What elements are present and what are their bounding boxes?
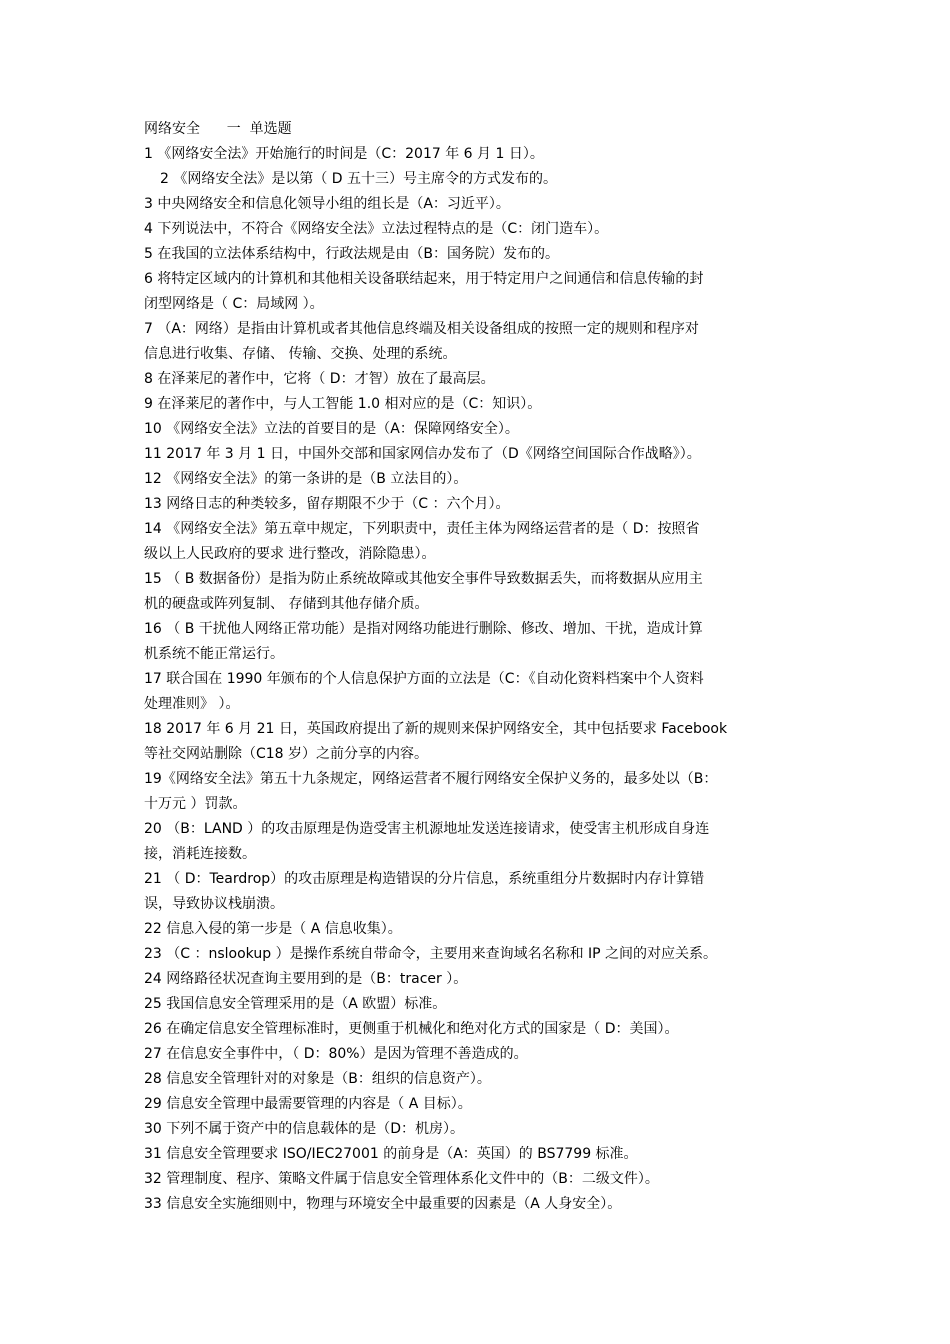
question-item [144,1092,808,1117]
question-line: 十万元 ）罚款。 [144,796,247,812]
question-line: 级以上人民政府的要求 进行整改，消除隐患）。 [144,546,436,562]
question-line: 20 （B：LAND ）的攻击原理是伪造受害主机源地址发送连接请求，使受害主机形成自身连 [144,821,710,837]
question-line: 33 信息安全实施细则中，物理与环境安全中最重要的因素是（A 人身安全）。 [144,1196,622,1212]
question-line: 1 《网络安全法》开始施行的时间是（C：2017 年 6 月 1 日）。 [144,146,544,162]
question-item [144,242,808,267]
question-item [144,1142,808,1167]
question-line: 29 信息安全管理中最需要管理的内容是（ A 目标）。 [144,1096,472,1112]
question-line: 30 下列不属于资产中的信息载体的是（D：机房）。 [144,1121,465,1137]
question-line: 28 信息安全管理针对的对象是（B：组织的信息资产）。 [144,1071,491,1087]
question-item [144,992,808,1017]
question-item [144,217,808,242]
document-title: 网络安全 一 单选题 [144,121,292,137]
question-item [144,517,808,567]
question-line: 2 《网络安全法》是以第（ D 五十三）号主席令的方式发布的。 [160,171,558,187]
question-item [144,617,808,667]
question-line: 12 《网络安全法》的第一条讲的是（B 立法目的）。 [144,471,468,487]
question-line: 4 下列说法中，不符合《网络安全法》立法过程特点的是（C：闭门造车）。 [144,221,609,237]
document-body [144,117,808,1217]
question-line: 18 2017 年 6 月 21 日，英国政府提出了新的规则来保护网络安全，其中包括要求 Facebook [144,721,728,737]
question-line: 误，导致协议栈崩溃。 [144,896,284,912]
question-line: 5 在我国的立法体系结构中，行政法规是由（B：国务院）发布的。 [144,246,559,262]
question-item [144,1017,808,1042]
question-item [144,1192,808,1217]
question-line: 等社交网站删除（C18 岁）之前分享的内容。 [144,746,429,762]
question-item [144,367,808,392]
question-item [144,1167,808,1192]
question-line: 处理准则》 ）。 [144,696,240,712]
question-item [144,442,808,467]
question-item [144,467,808,492]
question-line: 11 2017 年 3 月 1 日，中国外交部和国家网信办发布了（D《网络空间国际合作战略》）。 [144,446,701,462]
question-item [144,942,808,967]
question-line: 13 网络日志的种类较多，留存期限不少于（C ：六个月）。 [144,496,510,512]
question-item [144,192,808,217]
question-line: 8 在泽莱尼的著作中，它将（ D：才智）放在了最高层。 [144,371,495,387]
question-item [144,967,808,992]
question-line: 19《网络安全法》第五十九条规定，网络运营者不履行网络安全保护义务的，最多处以（B： [144,771,718,787]
question-item [144,142,808,167]
question-item [144,417,808,442]
question-line: 32 管理制度、程序、策略文件属于信息安全管理体系化文件中的（B：二级文件）。 [144,1171,659,1187]
question-line: 信息进行收集、存储、 传输、交换、处理的系统。 [144,346,457,362]
question-item [144,167,808,192]
question-list [144,142,808,1217]
question-item [144,817,808,867]
question-line: 10 《网络安全法》立法的首要目的是（A：保障网络安全）。 [144,421,519,437]
question-line: 25 我国信息安全管理采用的是（A 欧盟）标准。 [144,996,447,1012]
question-line: 6 将特定区域内的计算机和其他相关设备联结起来，用于特定用户之间通信和信息传输的封 [144,271,704,287]
question-item [144,667,808,717]
question-line: 15 （ B 数据备份）是指为防止系统故障或其他安全事件导致数据丢失，而将数据从应用主 [144,571,703,587]
question-line: 17 联合国在 1990 年颁布的个人信息保护方面的立法是（C：《自动化资料档案中个人资料 [144,671,704,687]
question-line: 14 《网络安全法》第五章中规定，下列职责中，责任主体为网络运营者的是（ D：按照省 [144,521,700,537]
question-line: 机系统不能正常运行。 [144,646,284,662]
question-item [144,1042,808,1067]
question-line: 23 （C ：nslookup ）是操作系统自带命令，主要用来查询域名名称和 IP 之间的对应关系。 [144,946,718,962]
question-line: 机的硬盘或阵列复制、 存储到其他存储介质。 [144,596,429,612]
question-item [144,392,808,417]
question-line: 31 信息安全管理要求 ISO/IEC27001 的前身是（A：英国）的 BS7799 标准。 [144,1146,638,1162]
question-line: 闭型网络是（ C：局域网 ）。 [144,296,324,312]
question-item [144,767,808,817]
question-item [144,1067,808,1092]
question-item [144,317,808,367]
question-item [144,267,808,317]
question-line: 3 中央网络安全和信息化领导小组的组长是（A：习近平）。 [144,196,510,212]
question-item [144,1117,808,1142]
question-item [144,867,808,917]
question-item [144,567,808,617]
question-line: 26 在确定信息安全管理标准时，更侧重于机械化和绝对化方式的国家是（ D：美国）。 [144,1021,679,1037]
question-line: 21 （ D：Teardrop）的攻击原理是构造错误的分片信息，系统重组分片数据时内存计算错 [144,871,705,887]
question-item [144,717,808,767]
question-item [144,917,808,942]
question-line: 24 网络路径状况查询主要用到的是（B：tracer ）。 [144,971,468,987]
question-line: 22 信息入侵的第一步是（ A 信息收集）。 [144,921,402,937]
question-line: 接，消耗连接数。 [144,846,256,862]
question-line: 27 在信息安全事件中，（ D：80%）是因为管理不善造成的。 [144,1046,528,1062]
question-line: 16 （ B 干扰他人网络正常功能）是指对网络功能进行删除、修改、增加、干扰，造成计算 [144,621,703,637]
question-item [144,492,808,517]
question-line: 7 （A：网络）是指由计算机或者其他信息终端及相关设备组成的按照一定的规则和程序对 [144,321,699,337]
question-line: 9 在泽莱尼的著作中，与人工智能 1.0 相对应的是（C：知识）。 [144,396,542,412]
